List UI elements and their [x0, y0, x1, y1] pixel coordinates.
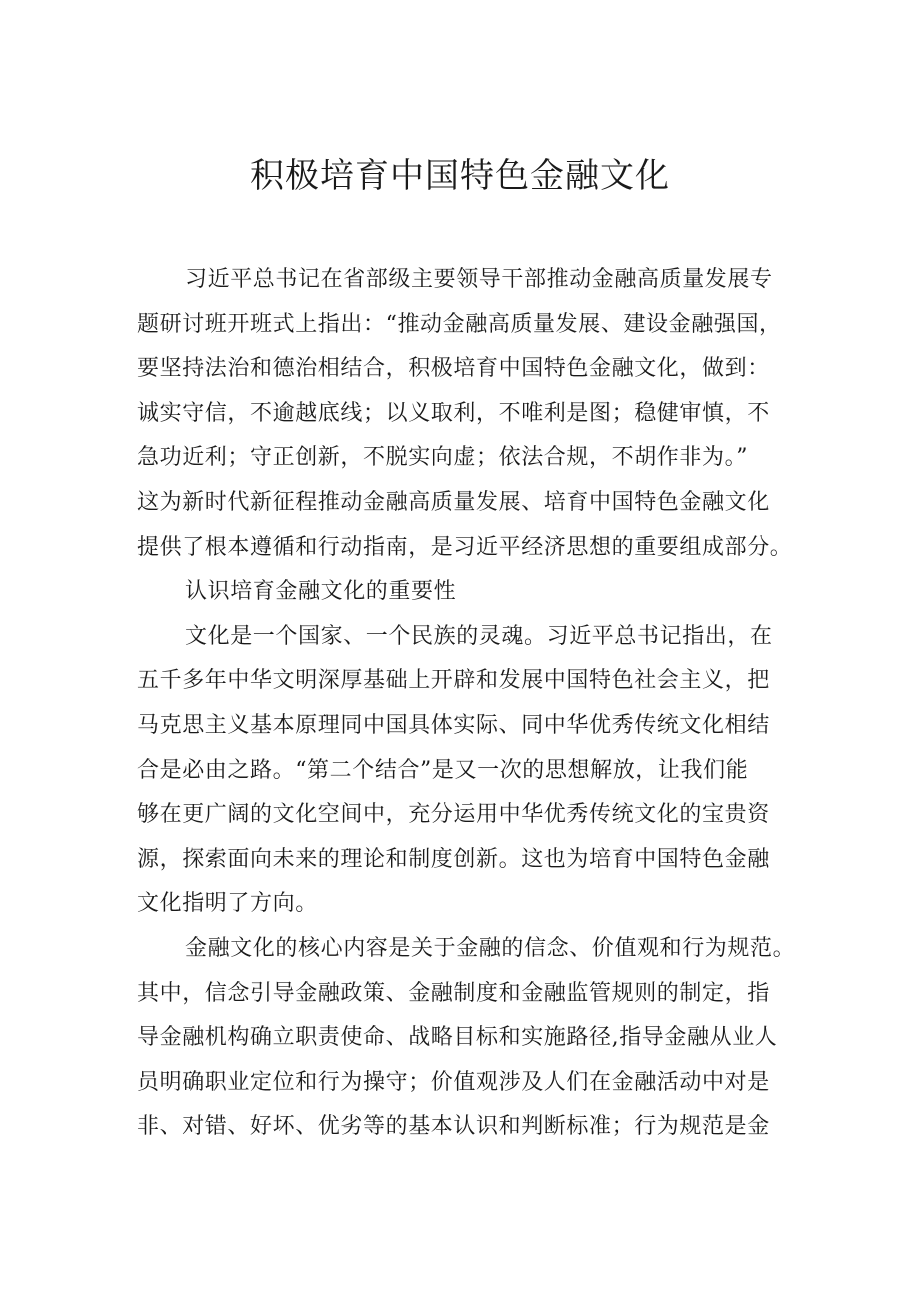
text-line: 源，探索面向未来的理论和制度创新。这也为培育中国特色金融	[137, 846, 770, 872]
text-line: 金融文化的核心内容是关于金融的信念、价值观和行为规范。	[185, 935, 796, 961]
text-line: 诚实守信，不逾越底线；以义取利，不唯利是图；稳健审慎，不	[137, 400, 770, 426]
section-heading	[137, 570, 797, 615]
text-line: 题研讨班开班式上指出：“推动金融高质量发展、建设金融强国，	[137, 311, 782, 337]
document-title: 积极培育中国特色金融文化	[250, 156, 670, 196]
text-line: 文化指明了方向。	[137, 891, 318, 917]
text-line: 其中，信念引导金融政策、金融制度和金融监管规则的制定，指	[137, 980, 770, 1006]
section-heading-text: 认识培育金融文化的重要性	[185, 579, 457, 605]
text-line: 这为新时代新征程推动金融高质量发展、培育中国特色金融文化	[137, 489, 770, 515]
text-line: 要坚持法治和德治相结合，积极培育中国特色金融文化，做到：	[137, 356, 770, 382]
text-line: 导金融机构确立职责使命、战略目标和实施路径,指导金融从业人	[137, 1025, 778, 1051]
text-line: 合是必由之路。“第二个结合”是又一次的思想解放，让我们能	[137, 757, 749, 783]
text-line: 非、对错、好坏、优劣等的基本认识和判断标准；行为规范是金	[137, 1114, 770, 1140]
text-line: 急功近利；守正创新，不脱实向虚；依法合规，不胡作非为。”	[137, 445, 749, 471]
paragraph-core-content	[137, 927, 797, 1150]
text-line: 马克思主义基本原理同中国具体实际、同中华优秀传统文化相结	[137, 712, 770, 738]
text-line: 够在更广阔的文化空间中，充分运用中华优秀传统文化的宝贵资	[137, 802, 770, 828]
paragraph-culture	[137, 615, 797, 927]
document-body	[137, 258, 797, 1150]
text-line: 文化是一个国家、一个民族的灵魂。习近平总书记指出，在	[185, 623, 773, 649]
text-line: 提供了根本遵循和行动指南，是习近平经济思想的重要组成部分。	[137, 534, 793, 560]
text-line: 习近平总书记在省部级主要领导干部推动金融高质量发展专	[185, 267, 773, 292]
paragraph-intro	[137, 258, 797, 570]
text-line: 员明确职业定位和行为操守；价值观涉及人们在金融活动中对是	[137, 1069, 770, 1095]
text-line: 五千多年中华文明深厚基础上开辟和发展中国特色社会主义，把	[137, 668, 770, 694]
